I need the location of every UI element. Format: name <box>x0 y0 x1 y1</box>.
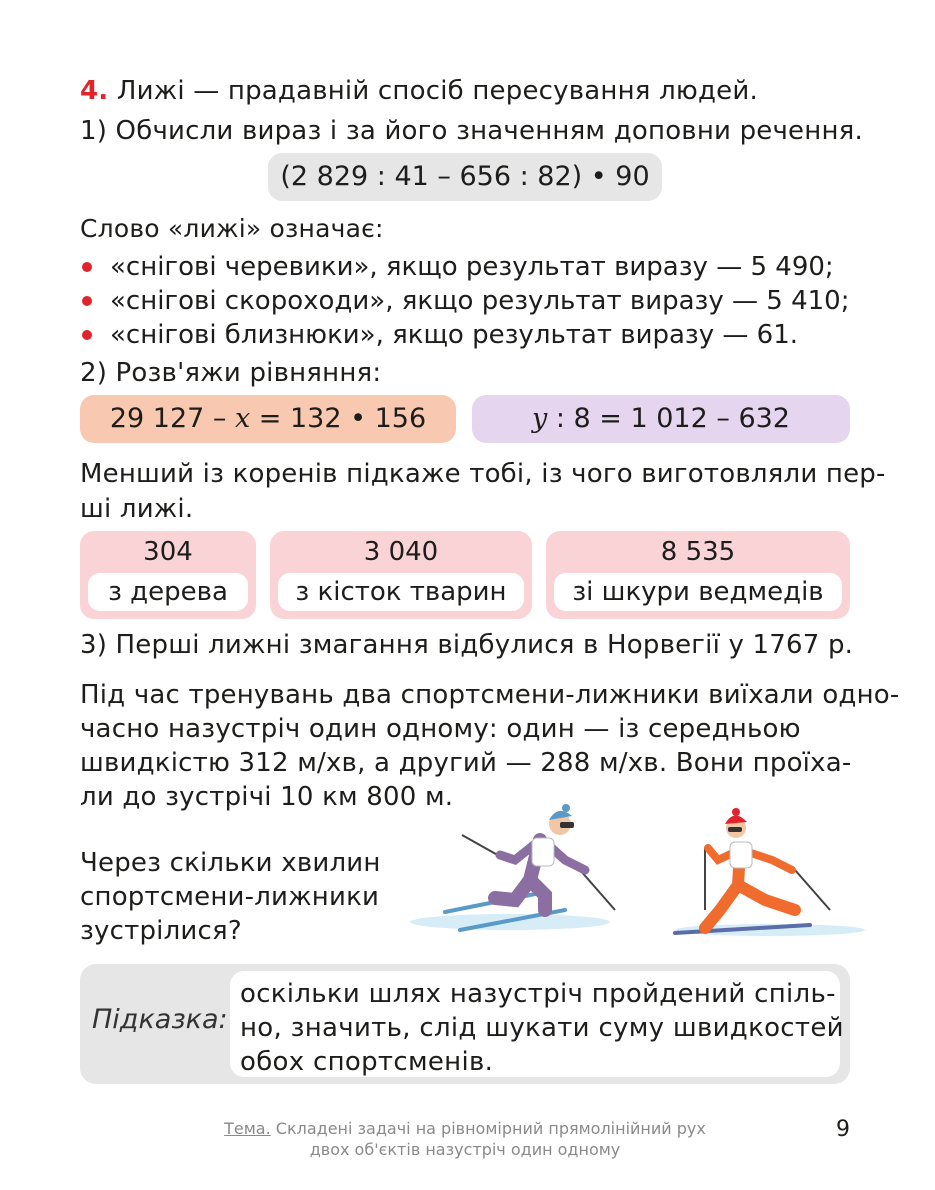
equation-1: 29 127 – x = 132 • 156 <box>80 395 456 443</box>
meaning-item: «снігові скороходи», якщо результат виразу — 5 410; <box>80 284 849 318</box>
page-footer <box>190 1118 740 1160</box>
page-number: 9 <box>836 1117 850 1142</box>
question-line: зустрілися? <box>80 916 242 946</box>
hint-content <box>230 971 844 1077</box>
bullet-icon <box>82 262 92 272</box>
equation-2: y : 8 = 1 012 – 632 <box>472 395 850 443</box>
hint-label: Підказка: <box>92 1004 228 1035</box>
option-label: з кісток тварин <box>278 573 524 611</box>
question-line: спортсмени-лижники <box>80 882 380 912</box>
problem-line: часно назустріч один одному: один — із середньою <box>80 714 801 744</box>
roots-text-line-2: ші лижі. <box>80 494 194 524</box>
problem-line: Під час тренувань два спортсмени-лижники виїхали одно- <box>80 680 900 710</box>
part3-text: 3) Перші лижні змагання відбулися в Норвегії у 1767 р. <box>80 630 854 660</box>
part1-instruction: 1) Обчисли вираз і за його значенням доповни речення. <box>80 116 863 146</box>
meaning-item: «снігові черевики», якщо результат виразу — 5 490; <box>80 250 849 284</box>
footer-line-1: Тема. Складені задачі на рівномірний прямолінійний рух <box>224 1119 706 1138</box>
problem-line: ли до зустрічі 10 км 800 м. <box>80 782 454 812</box>
answer-option-card <box>80 531 256 619</box>
word-meaning-intro: Слово «лижі» означає: <box>80 214 384 243</box>
variable-x: x <box>234 403 251 434</box>
bullet-icon <box>82 330 92 340</box>
roots-text-line-1: Менший із коренів підкаже тобі, із чого виготовляли пер- <box>80 459 886 489</box>
task-number: 4. <box>80 76 109 106</box>
task-title-line <box>80 74 758 108</box>
hint-line: оскільки шлях назустріч пройдений спіль- <box>240 979 836 1009</box>
meaning-list <box>80 250 849 352</box>
expression-box: (2 829 : 41 – 656 : 82) • 90 <box>268 153 662 201</box>
option-label: зі шкури ведмедів <box>554 573 842 611</box>
option-number: 304 <box>143 537 193 567</box>
hint-box <box>80 964 850 1084</box>
footer-line-2: двох об'єктів назустріч один одному <box>309 1140 621 1159</box>
question-line: Через скільки хвилин <box>80 848 381 878</box>
problem-line: швидкістю 312 м/хв, а другий — 288 м/хв. Вони проїха- <box>80 748 852 778</box>
option-number: 3 040 <box>363 537 439 567</box>
part2-instruction: 2) Розв'яжи рівняння: <box>80 358 382 388</box>
task-title: Лижі — прадавній спосіб пересування людей. <box>116 76 758 106</box>
answer-option-card <box>546 531 850 619</box>
option-number: 8 535 <box>660 537 736 567</box>
hint-line: но, значить, слід шукати суму швидкостей <box>240 1013 844 1043</box>
footer-tema-label: Тема. <box>224 1119 271 1138</box>
variable-y: y <box>532 403 548 434</box>
answer-option-card <box>270 531 532 619</box>
skier-left-icon <box>445 804 615 930</box>
skiers-illustration <box>400 800 870 950</box>
meaning-item: «снігові близнюки», якщо результат виразу — 61. <box>80 318 849 352</box>
option-label: з дерева <box>88 573 248 611</box>
skier-right-icon <box>675 808 830 933</box>
bullet-icon <box>82 296 92 306</box>
hint-line: обох спортсменів. <box>240 1047 494 1077</box>
